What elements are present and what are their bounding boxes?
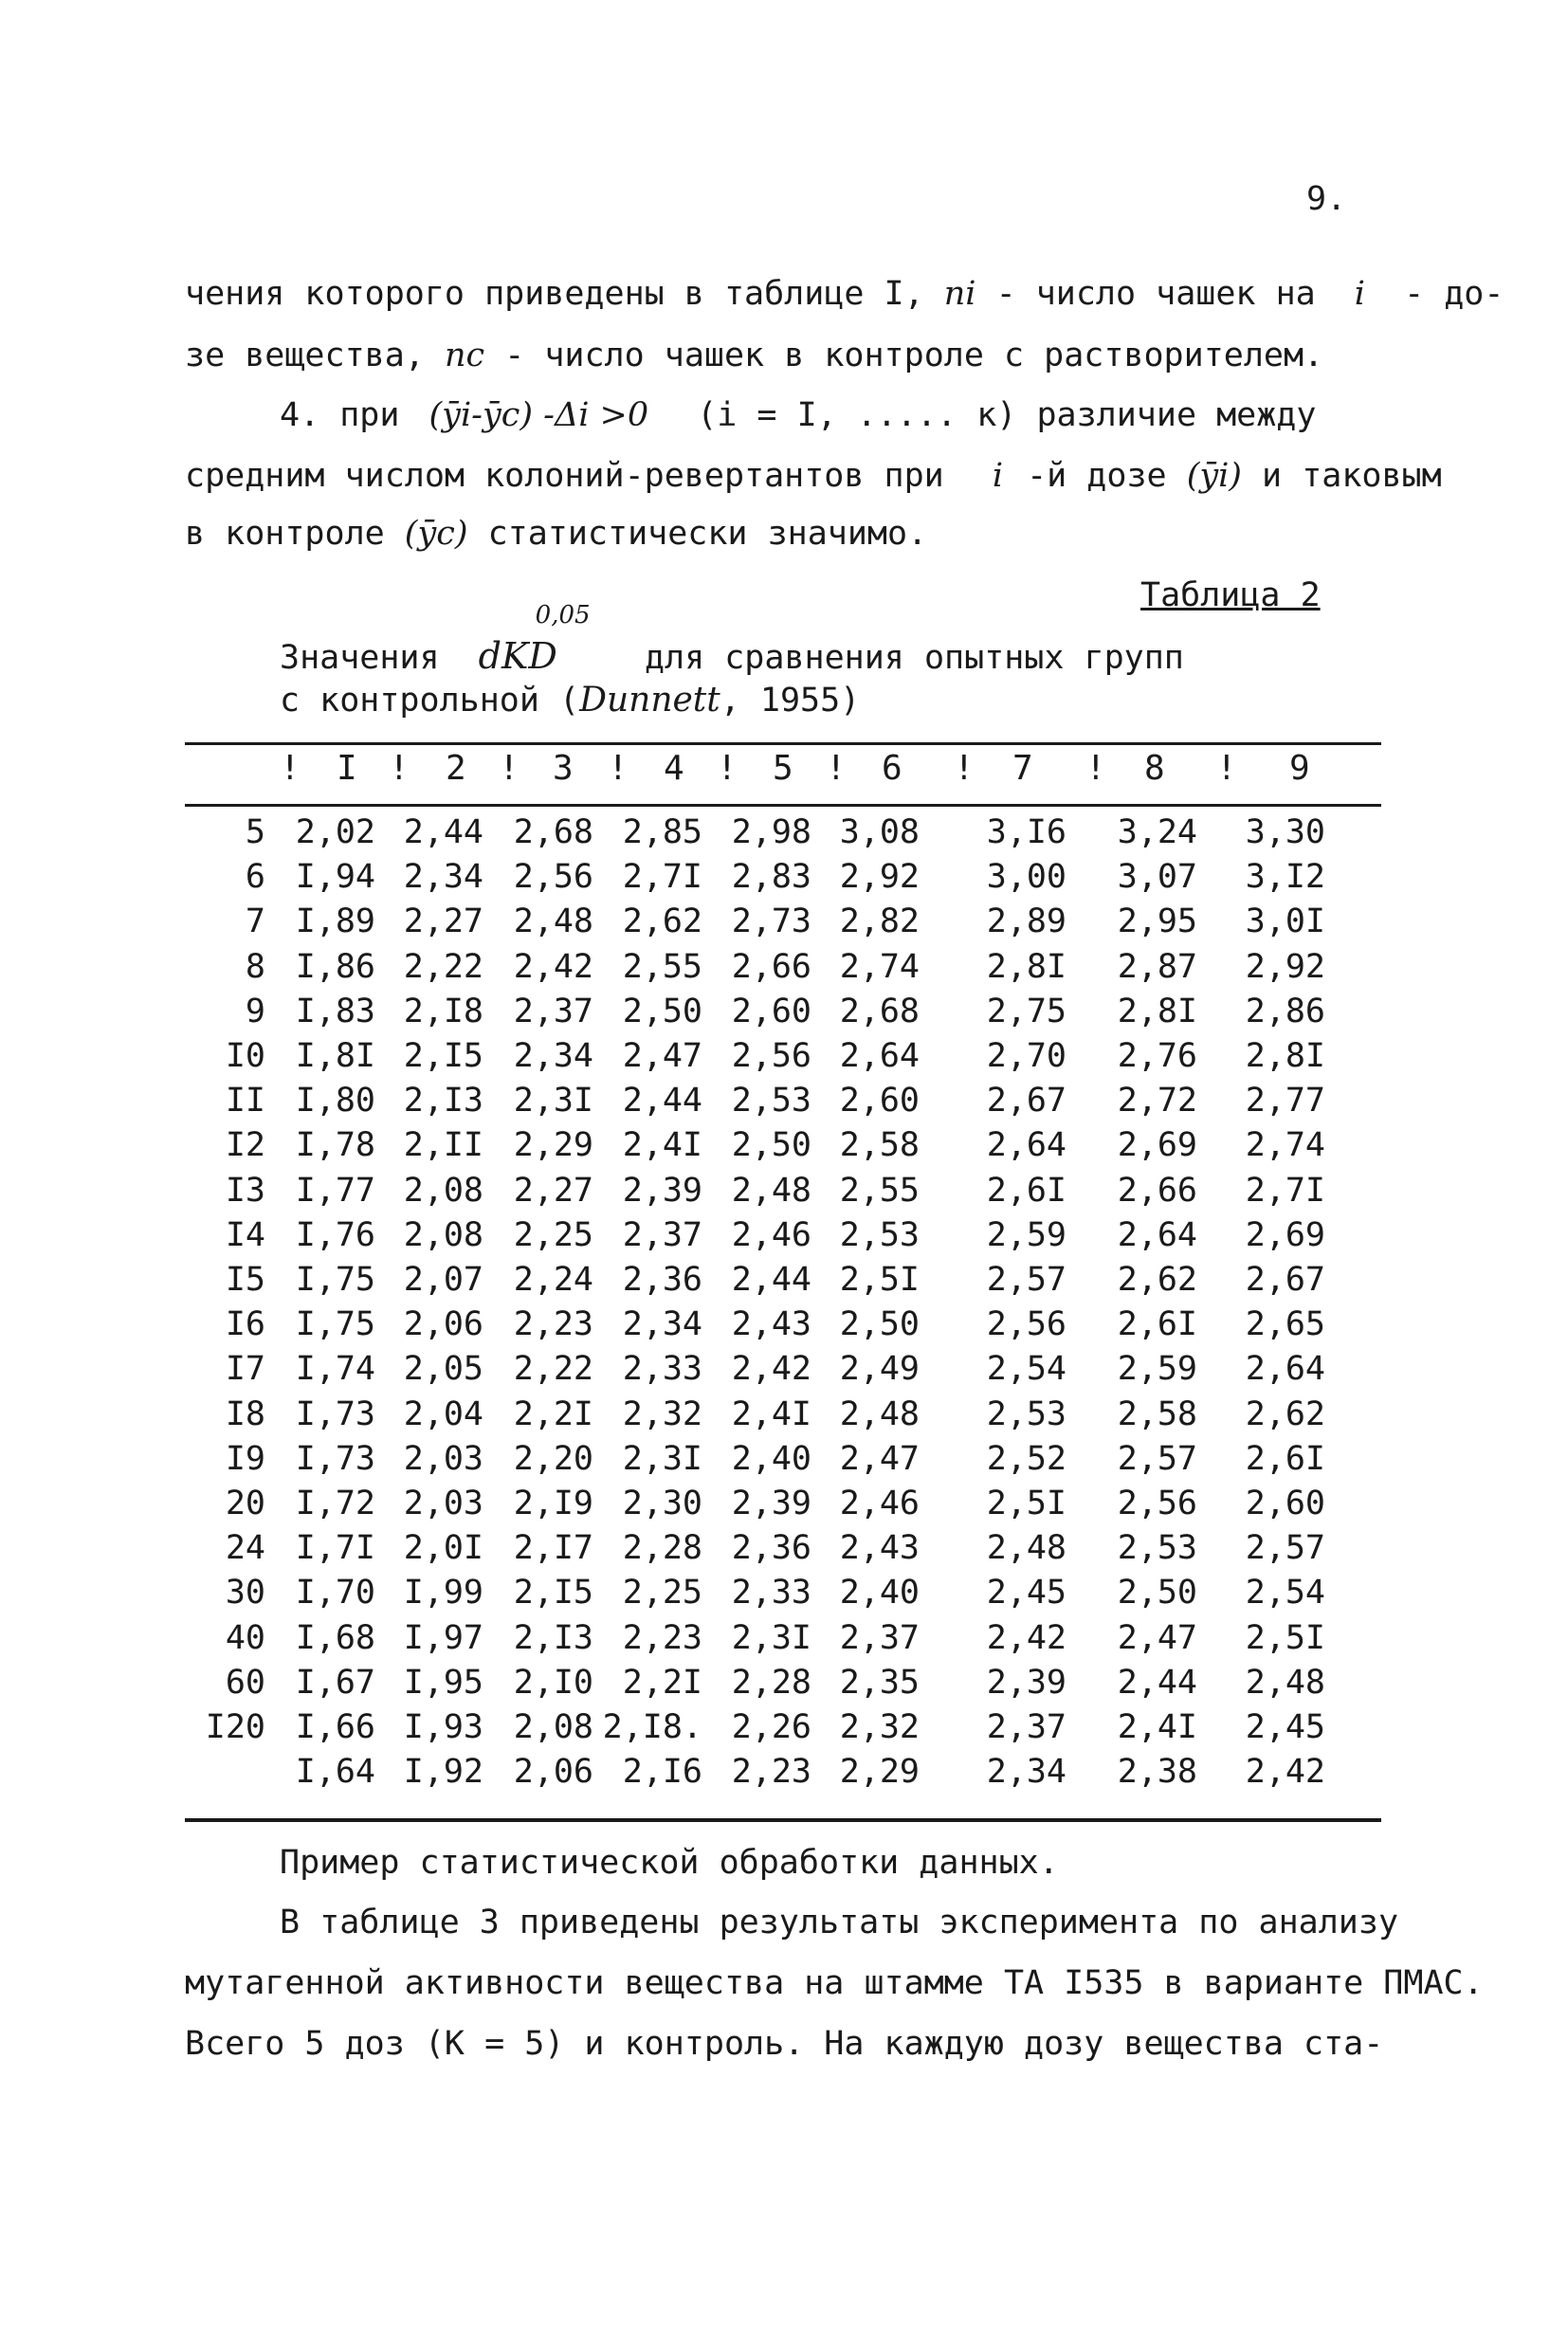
- table-cell: 2,II: [403, 1126, 483, 1164]
- text-segment: , 1955): [720, 682, 861, 720]
- table-cell: 2,50: [731, 1126, 811, 1164]
- table-cell: 2,40: [731, 1440, 811, 1478]
- table-cell: 2,53: [731, 1082, 811, 1120]
- paragraph-2-line-2: [185, 457, 1442, 495]
- table-cell: I,75: [295, 1305, 375, 1343]
- table-cell: 2,50: [1117, 1574, 1197, 1612]
- table-cell: 2,42: [986, 1619, 1067, 1657]
- symbol-text: dKD: [478, 635, 557, 677]
- table-cell: 2,7I: [622, 858, 702, 896]
- table-cell: 2,57: [1117, 1440, 1197, 1478]
- paragraph-2-line-3: [185, 515, 927, 553]
- table-cell: I,76: [295, 1216, 375, 1254]
- row-label: 40: [225, 1619, 265, 1657]
- column-separator: !: [608, 749, 629, 788]
- table-cell: 2,75: [986, 993, 1067, 1030]
- table-cell: 2,07: [403, 1261, 483, 1299]
- text-segment: (i = I, ..... к) различие между: [697, 396, 1317, 434]
- row-label: I9: [225, 1440, 265, 1478]
- table-cell: I,92: [403, 1753, 483, 1791]
- row-label: 6: [245, 858, 265, 896]
- table-cell: 2,58: [1117, 1395, 1197, 1433]
- page-number: 9.: [1306, 180, 1347, 218]
- row-label: I6: [225, 1305, 265, 1343]
- text-segment: - до-: [1404, 275, 1504, 313]
- handwritten-formula: (ȳc): [404, 515, 468, 553]
- table-cell: 2,48: [986, 1529, 1067, 1567]
- table-cell: 2,58: [839, 1126, 920, 1164]
- table-cell: 2,57: [1245, 1529, 1325, 1567]
- row-label: 60: [225, 1664, 265, 1702]
- table-cell: 2,39: [622, 1172, 702, 1210]
- table-cell: 2,54: [986, 1350, 1067, 1388]
- column-header: 5: [773, 749, 793, 788]
- table-cell: 2,43: [731, 1305, 811, 1343]
- table-cell: 2,44: [622, 1082, 702, 1120]
- column-separator: !: [1216, 749, 1237, 788]
- table-cell: 2,55: [839, 1172, 920, 1210]
- handwritten-symbol: [478, 601, 591, 677]
- column-separator: !: [499, 749, 520, 788]
- table-cell: 2,05: [403, 1350, 483, 1388]
- table-cell: 2,42: [513, 948, 593, 986]
- table-cell: 2,4I: [622, 1126, 702, 1164]
- table-cell: 2,53: [986, 1395, 1067, 1433]
- handwritten-author: Dunnett: [579, 681, 720, 720]
- table-cell: 2,45: [986, 1574, 1067, 1612]
- table-cell: 2,I9: [513, 1485, 593, 1522]
- table-cell: I,80: [295, 1082, 375, 1120]
- table-cell: 2,68: [839, 993, 920, 1030]
- table-cell: 3,24: [1117, 813, 1197, 851]
- table-cell: 2,48: [839, 1395, 920, 1433]
- row-label: I8: [225, 1395, 265, 1433]
- column-separator: !: [826, 749, 847, 788]
- table-cell: 2,44: [731, 1261, 811, 1299]
- table-cell: 2,68: [513, 813, 593, 851]
- table-cell: 2,32: [839, 1708, 920, 1746]
- column-header: 9: [1289, 749, 1310, 788]
- handwritten-symbol: nc: [444, 337, 485, 374]
- table-cell: 2,47: [622, 1037, 702, 1075]
- table-cell: 3,30: [1245, 813, 1325, 851]
- table-cell: I,77: [295, 1172, 375, 1210]
- table-cell: 2,20: [513, 1440, 593, 1478]
- table-cell: 2,52: [986, 1440, 1067, 1478]
- text-segment: 4. при: [280, 396, 400, 434]
- table-cell: 2,36: [622, 1261, 702, 1299]
- table-cell: 2,22: [403, 948, 483, 986]
- table-cell: 2,66: [731, 948, 811, 986]
- table-cell: 2,62: [1245, 1395, 1325, 1433]
- table-cell: 2,50: [622, 993, 702, 1030]
- table-cell: 2,6I: [986, 1172, 1067, 1210]
- table-cell: I,95: [403, 1664, 483, 1702]
- table-cell: 2,92: [1245, 948, 1325, 986]
- table-cell: 2,42: [731, 1350, 811, 1388]
- table-cell: I,97: [403, 1619, 483, 1657]
- row-label: 7: [245, 902, 265, 940]
- table-cell: 2,27: [403, 902, 483, 940]
- table-cell: 3,08: [839, 813, 920, 851]
- table-cell: 2,2I: [622, 1664, 702, 1702]
- table-cell: I,89: [295, 902, 375, 940]
- text-segment: -й дозе: [1027, 457, 1167, 495]
- table-cell: 3,00: [986, 858, 1067, 896]
- table-cell: 2,8I: [1245, 1037, 1325, 1075]
- table-cell: 2,50: [839, 1305, 920, 1343]
- table-cell: 2,06: [403, 1305, 483, 1343]
- row-label: 5: [245, 813, 265, 851]
- paragraph-2-line-1: [280, 396, 1316, 434]
- table-cell: 2,27: [513, 1172, 593, 1210]
- table-cell: I,86: [295, 948, 375, 986]
- text-segment: с контрольной (: [280, 682, 580, 720]
- table-cell: 2,25: [513, 1216, 593, 1254]
- table-cell: 2,55: [622, 948, 702, 986]
- table-cell: 2,23: [731, 1753, 811, 1791]
- row-label: I2: [225, 1126, 265, 1164]
- table-cell: 2,32: [622, 1395, 702, 1433]
- column-header: 8: [1144, 749, 1165, 788]
- table-cell: 2,46: [839, 1485, 920, 1522]
- paragraph-3-line-3: Всего 5 доз (К = 5) и контроль. На каждую дозу вещества ста-: [185, 2025, 1384, 2063]
- table-cell: 2,8I: [1117, 993, 1197, 1030]
- table-cell: I,68: [295, 1619, 375, 1657]
- text-segment: - число чашек на: [995, 275, 1316, 313]
- table-cell: 2,98: [731, 813, 811, 851]
- table-cell: 2,60: [1245, 1485, 1325, 1522]
- table-cell: 2,46: [731, 1216, 811, 1254]
- table-cell: 2,2I: [513, 1395, 593, 1433]
- table-cell: 2,69: [1117, 1126, 1197, 1164]
- text-segment: и таковым: [1262, 457, 1442, 495]
- table-cell: 2,77: [1245, 1082, 1325, 1120]
- table-cell: 2,43: [839, 1529, 920, 1567]
- table-cell: I,93: [403, 1708, 483, 1746]
- table-cell: 2,I5: [403, 1037, 483, 1075]
- table-cell: 2,04: [403, 1395, 483, 1433]
- table-cell: 2,48: [513, 902, 593, 940]
- text-segment: для сравнения опытных групп: [644, 639, 1184, 677]
- text-segment: - число чашек в контроле с растворителем.: [504, 337, 1324, 374]
- table-cell: 2,72: [1117, 1082, 1197, 1120]
- table-cell: I,67: [295, 1664, 375, 1702]
- table-cell: 2,I0: [513, 1664, 593, 1702]
- table-cell: 2,25: [622, 1574, 702, 1612]
- table-cell: 2,85: [622, 813, 702, 851]
- table-cell: 2,49: [839, 1350, 920, 1388]
- table-cell: I,72: [295, 1485, 375, 1522]
- table-cell: 2,26: [731, 1708, 811, 1746]
- text-segment: в контроле: [185, 515, 385, 553]
- column-separator: !: [280, 749, 301, 788]
- table-cell: 2,0I: [403, 1529, 483, 1567]
- table-cell: 2,3I: [622, 1440, 702, 1478]
- paragraph-3-line-2: мутагенной активности вещества на штамме ТА I535 в варианте ПМАС.: [185, 1964, 1484, 2002]
- table-cell: 2,33: [731, 1574, 811, 1612]
- table-cell: 2,76: [1117, 1037, 1197, 1075]
- table-cell: 2,34: [403, 858, 483, 896]
- column-separator: !: [954, 749, 975, 788]
- table-cell: 2,42: [1245, 1753, 1325, 1791]
- table-cell: 2,60: [731, 993, 811, 1030]
- table-cell: I,70: [295, 1574, 375, 1612]
- table-cell: I,74: [295, 1350, 375, 1388]
- table-cell: 2,23: [622, 1619, 702, 1657]
- table-cell: 2,23: [513, 1305, 593, 1343]
- row-label: I7: [225, 1350, 265, 1388]
- row-label: I5: [225, 1261, 265, 1299]
- table-cell: I,73: [295, 1395, 375, 1433]
- table-top-rule: [185, 742, 1381, 745]
- column-header: I: [337, 749, 357, 788]
- row-label: 9: [245, 993, 265, 1030]
- table-cell: 2,60: [839, 1082, 920, 1120]
- table-cell: 2,37: [839, 1619, 920, 1657]
- table-cell: 2,08: [513, 1708, 593, 1746]
- row-label: II: [225, 1082, 265, 1120]
- table-caption-line-2: [280, 681, 860, 720]
- table-cell: 2,83: [731, 858, 811, 896]
- table-cell: 2,03: [403, 1440, 483, 1478]
- table-cell: 3,0I: [1245, 902, 1325, 940]
- column-separator: !: [717, 749, 738, 788]
- table-cell: 2,06: [513, 1753, 593, 1791]
- table-cell: 2,65: [1245, 1305, 1325, 1343]
- table-cell: 2,45: [1245, 1708, 1325, 1746]
- handwritten-symbol: i: [992, 457, 1004, 495]
- table-cell: 2,5I: [839, 1261, 920, 1299]
- table-cell: 2,I3: [513, 1619, 593, 1657]
- table-cell: 2,56: [513, 858, 593, 896]
- table-cell: 2,08: [403, 1216, 483, 1254]
- column-header: 7: [1012, 749, 1033, 788]
- table-cell: 2,56: [731, 1037, 811, 1075]
- table-cell: I,73: [295, 1440, 375, 1478]
- column-separator: !: [389, 749, 410, 788]
- table-cell: 2,38: [1117, 1753, 1197, 1791]
- table-cell: 2,33: [622, 1350, 702, 1388]
- table-cell: 2,03: [403, 1485, 483, 1522]
- handwritten-formula: (ȳi): [1186, 457, 1242, 495]
- table-cell: 2,59: [986, 1216, 1067, 1254]
- row-label: I0: [225, 1037, 265, 1075]
- handwritten-symbol: ni: [943, 275, 976, 313]
- table-cell: 2,64: [1117, 1216, 1197, 1254]
- table-cell: 2,89: [986, 902, 1067, 940]
- table-header-rule: [185, 804, 1381, 807]
- table-cell: 2,22: [513, 1350, 593, 1388]
- table-cell: 3,07: [1117, 858, 1197, 896]
- text-segment: зе вещества,: [185, 337, 425, 374]
- table-cell: 2,5I: [986, 1485, 1067, 1522]
- table-cell: 2,67: [1245, 1261, 1325, 1299]
- table-cell: I,78: [295, 1126, 375, 1164]
- table-cell: 2,56: [986, 1305, 1067, 1343]
- table-cell: 2,70: [986, 1037, 1067, 1075]
- column-header: 6: [882, 749, 903, 788]
- table-cell: 2,37: [513, 993, 593, 1030]
- table-caption-line-1: [280, 601, 1184, 677]
- handwritten-symbol: i: [1354, 275, 1365, 313]
- table-cell: I,99: [403, 1574, 483, 1612]
- table-cell: 2,48: [1245, 1664, 1325, 1702]
- table-cell: 2,47: [1117, 1619, 1197, 1657]
- table-cell: 2,37: [986, 1708, 1067, 1746]
- table-cell: 2,64: [839, 1037, 920, 1075]
- table-cell: 2,6I: [1117, 1305, 1197, 1343]
- table-bottom-rule: [185, 1818, 1381, 1822]
- table-cell: 2,53: [1117, 1529, 1197, 1567]
- column-header: 3: [553, 749, 574, 788]
- table-cell: 2,02: [295, 813, 375, 851]
- paragraph-1-line-1: [185, 275, 1504, 313]
- text-segment: чения которого приведены в таблице I,: [185, 275, 924, 313]
- table-cell: 2,3I: [731, 1619, 811, 1657]
- table-cell: 2,59: [1117, 1350, 1197, 1388]
- table-cell: 2,I7: [513, 1529, 593, 1567]
- table-cell: 2,74: [1245, 1126, 1325, 1164]
- table-cell: 2,7I: [1245, 1172, 1325, 1210]
- table-cell: 2,62: [622, 902, 702, 940]
- table-cell: 2,5I: [1245, 1619, 1325, 1657]
- table-cell: I,83: [295, 993, 375, 1030]
- table-cell: 2,67: [986, 1082, 1067, 1120]
- table-cell: 2,4I: [1117, 1708, 1197, 1746]
- column-header: 4: [664, 749, 684, 788]
- table-cell: 2,66: [1117, 1172, 1197, 1210]
- table-cell: I,8I: [295, 1037, 375, 1075]
- table-cell: 2,6I: [1245, 1440, 1325, 1478]
- table-cell: I,64: [295, 1753, 375, 1791]
- table-cell: 2,44: [1117, 1664, 1197, 1702]
- table-cell: 2,53: [839, 1216, 920, 1254]
- table-cell: 2,34: [513, 1037, 593, 1075]
- paragraph-3-line-1: В таблице 3 приведены результаты эксперимента по анализу: [280, 1904, 1399, 1941]
- table-cell: 2,37: [622, 1216, 702, 1254]
- table-cell: 2,44: [403, 813, 483, 851]
- table-cell: I,75: [295, 1261, 375, 1299]
- table-cell: 2,29: [513, 1126, 593, 1164]
- table-cell: 2,64: [1245, 1350, 1325, 1388]
- table-cell: 2,40: [839, 1574, 920, 1612]
- table-cell: 2,35: [839, 1664, 920, 1702]
- table-cell: 2,86: [1245, 993, 1325, 1030]
- row-label: 30: [225, 1574, 265, 1612]
- table-cell: 2,30: [622, 1485, 702, 1522]
- table-cell: 2,8I: [986, 948, 1067, 986]
- row-label: I4: [225, 1216, 265, 1254]
- table-cell: 2,34: [986, 1753, 1067, 1791]
- table-cell: 3,I6: [986, 813, 1067, 851]
- table-cell: 2,57: [986, 1261, 1067, 1299]
- column-header: 2: [446, 749, 466, 788]
- text-segment: Значения: [280, 639, 440, 677]
- table-cell: 2,92: [839, 858, 920, 896]
- table-cell: 2,28: [731, 1664, 811, 1702]
- table-cell: 2,I8.: [602, 1708, 702, 1746]
- table-cell: 2,62: [1117, 1261, 1197, 1299]
- table-cell: 3,I2: [1245, 858, 1325, 896]
- table-cell: 2,74: [839, 948, 920, 986]
- table-cell: I,7I: [295, 1529, 375, 1567]
- text-segment: средним числом колоний-ревертантов при: [185, 457, 944, 495]
- table-cell: 2,29: [839, 1753, 920, 1791]
- table-cell: 2,87: [1117, 948, 1197, 986]
- table-cell: 2,56: [1117, 1485, 1197, 1522]
- table-cell: I,94: [295, 858, 375, 896]
- row-label: I20: [205, 1708, 265, 1746]
- table-cell: 2,73: [731, 902, 811, 940]
- table-cell: 2,95: [1117, 902, 1197, 940]
- table-cell: 2,4I: [731, 1395, 811, 1433]
- table-cell: 2,24: [513, 1261, 593, 1299]
- paragraph-1-line-2: [185, 337, 1323, 374]
- row-label: I3: [225, 1172, 265, 1210]
- table-cell: 2,3I: [513, 1082, 593, 1120]
- row-label: 20: [225, 1485, 265, 1522]
- handwritten-formula: (ȳi-ȳc) -Δi >0: [428, 396, 649, 434]
- row-label: 8: [245, 948, 265, 986]
- column-separator: !: [1085, 749, 1106, 788]
- table-cell: 2,34: [622, 1305, 702, 1343]
- table-cell: 2,82: [839, 902, 920, 940]
- table-cell: 2,08: [403, 1172, 483, 1210]
- table-cell: 2,69: [1245, 1216, 1325, 1254]
- table-cell: 2,47: [839, 1440, 920, 1478]
- table-cell: 2,I3: [403, 1082, 483, 1120]
- table-cell: 2,39: [731, 1485, 811, 1522]
- table-cell: 2,I6: [622, 1753, 702, 1791]
- table-cell: 2,I5: [513, 1574, 593, 1612]
- table-cell: I,66: [295, 1708, 375, 1746]
- table-cell: 2,28: [622, 1529, 702, 1567]
- table-cell: 2,36: [731, 1529, 811, 1567]
- table-label: Таблица 2: [1140, 576, 1321, 614]
- table-cell: 2,48: [731, 1172, 811, 1210]
- text-segment: статистически значимо.: [487, 515, 928, 553]
- table-cell: 2,54: [1245, 1574, 1325, 1612]
- example-heading: Пример статистической обработки данных.: [280, 1844, 1059, 1882]
- table-cell: 2,64: [986, 1126, 1067, 1164]
- row-label: 24: [225, 1529, 265, 1567]
- table-cell: 2,39: [986, 1664, 1067, 1702]
- table-cell: 2,I8: [403, 993, 483, 1030]
- symbol-superscript: 0,05: [535, 601, 591, 629]
